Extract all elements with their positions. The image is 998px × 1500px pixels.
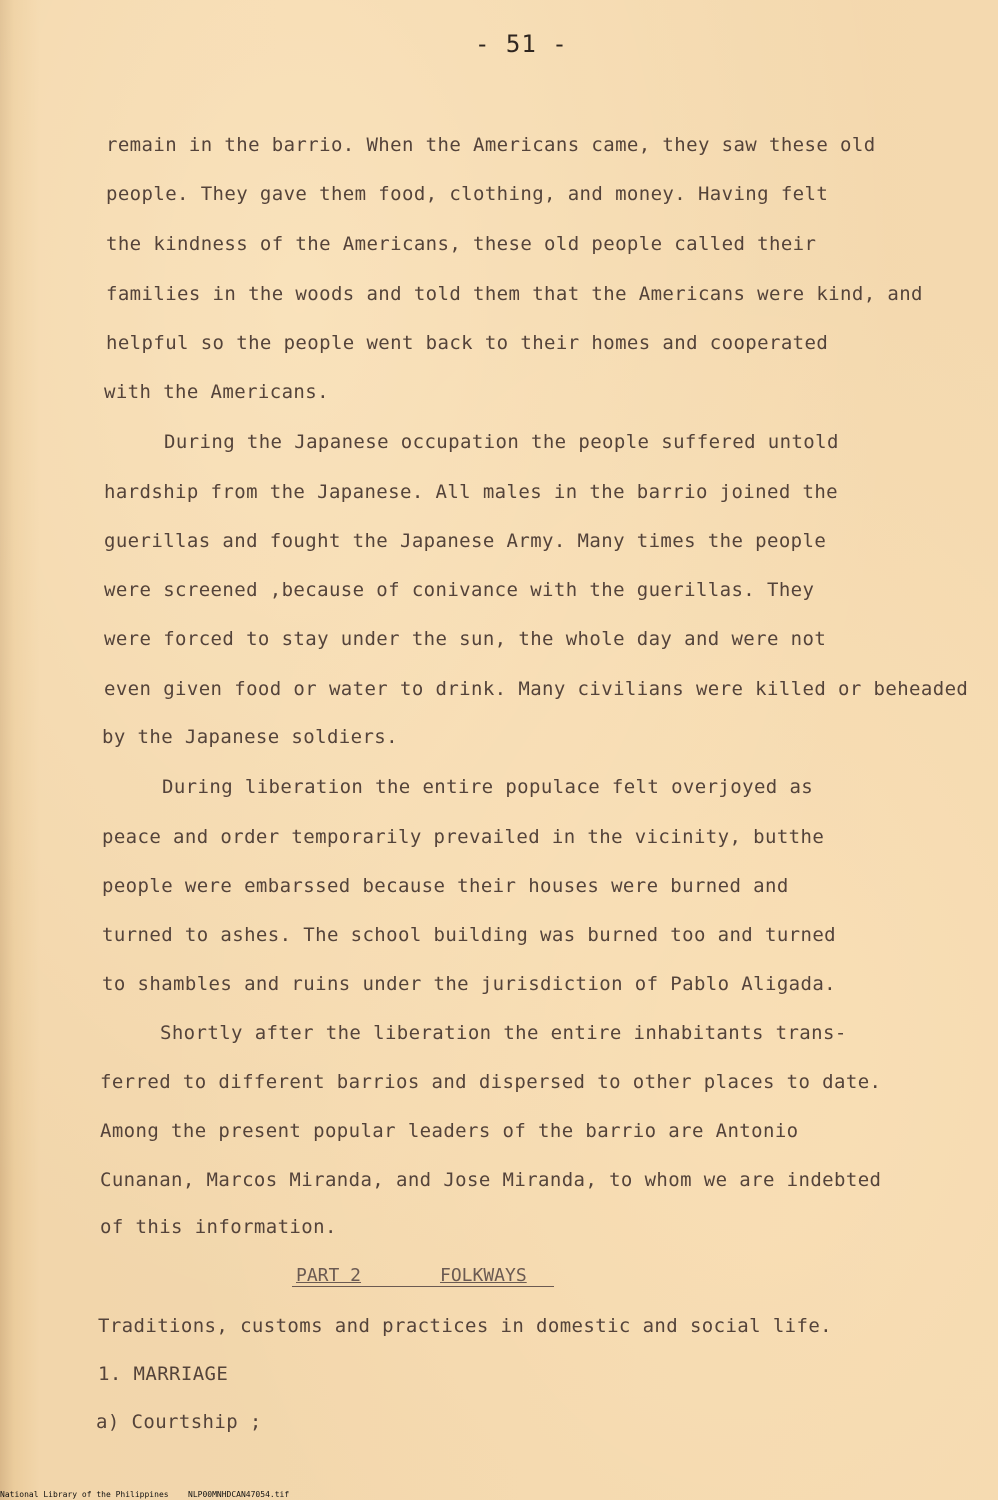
heading-underline xyxy=(292,1286,554,1287)
footer-library-name: National Library of the Philippines xyxy=(0,1490,169,1499)
text-line-9: guerillas and fought the Japanese Army. Many times the people xyxy=(104,530,827,552)
section-heading-part: PART 2 xyxy=(296,1265,362,1286)
page-number: - 51 - xyxy=(475,30,568,58)
text-line-11: were forced to stay under the sun, the whole day and were not xyxy=(104,628,827,650)
text-line-21: Among the present popular leaders of the barrio are Antonio xyxy=(100,1120,799,1142)
folkways-intro-line: Traditions, customs and practices in domestic and social life. xyxy=(98,1315,833,1337)
text-line-22: Cunanan, Marcos Miranda, and Jose Miranda, to whom we are indebted xyxy=(100,1169,882,1191)
marriage-heading: 1. MARRIAGE xyxy=(98,1363,229,1385)
text-line-15: peace and order temporarily prevailed in the vicinity, butthe xyxy=(102,826,825,848)
text-line-3: the kindness of the Americans, these old people called their xyxy=(106,233,817,255)
text-line-4: families in the woods and told them that the Americans were kind, and xyxy=(106,283,923,305)
text-line-1: remain in the barrio. When the Americans came, they saw these old xyxy=(106,134,876,156)
text-line-5: helpful so the people went back to their homes and cooperated xyxy=(106,332,829,354)
text-line-10: were screened ,because of conivance with the guerillas. They xyxy=(104,579,815,601)
section-heading-title: FOLKWAYS xyxy=(440,1265,527,1286)
text-line-2: people. They gave them food, clothing, and money. Having felt xyxy=(106,183,829,205)
text-line-8: hardship from the Japanese. All males in the barrio joined the xyxy=(104,481,839,503)
text-line-18: to shambles and ruins under the jurisdiction of Pablo Aligada. xyxy=(102,973,837,995)
text-line-20: ferred to different barrios and dispersed to other places to date. xyxy=(100,1071,882,1093)
courtship-heading: a) Courtship ; xyxy=(96,1411,262,1433)
text-line-16: people were embarssed because their houses were burned and xyxy=(102,875,789,897)
text-line-7: During the Japanese occupation the people suffered untold xyxy=(164,431,839,453)
text-line-17: turned to ashes. The school building was burned too and turned xyxy=(102,924,837,946)
text-line-14: During liberation the entire populace felt overjoyed as xyxy=(162,776,814,798)
text-line-13: by the Japanese soldiers. xyxy=(102,726,398,748)
text-line-19: Shortly after the liberation the entire inhabitants trans- xyxy=(160,1022,847,1044)
text-line-12: even given food or water to drink. Many civilians were killed or beheaded xyxy=(104,678,969,700)
text-line-6: with the Americans. xyxy=(104,381,329,403)
text-line-23: of this information. xyxy=(100,1216,337,1238)
footer-file-name: NLP00MNHDCAN47054.tif xyxy=(188,1490,290,1499)
